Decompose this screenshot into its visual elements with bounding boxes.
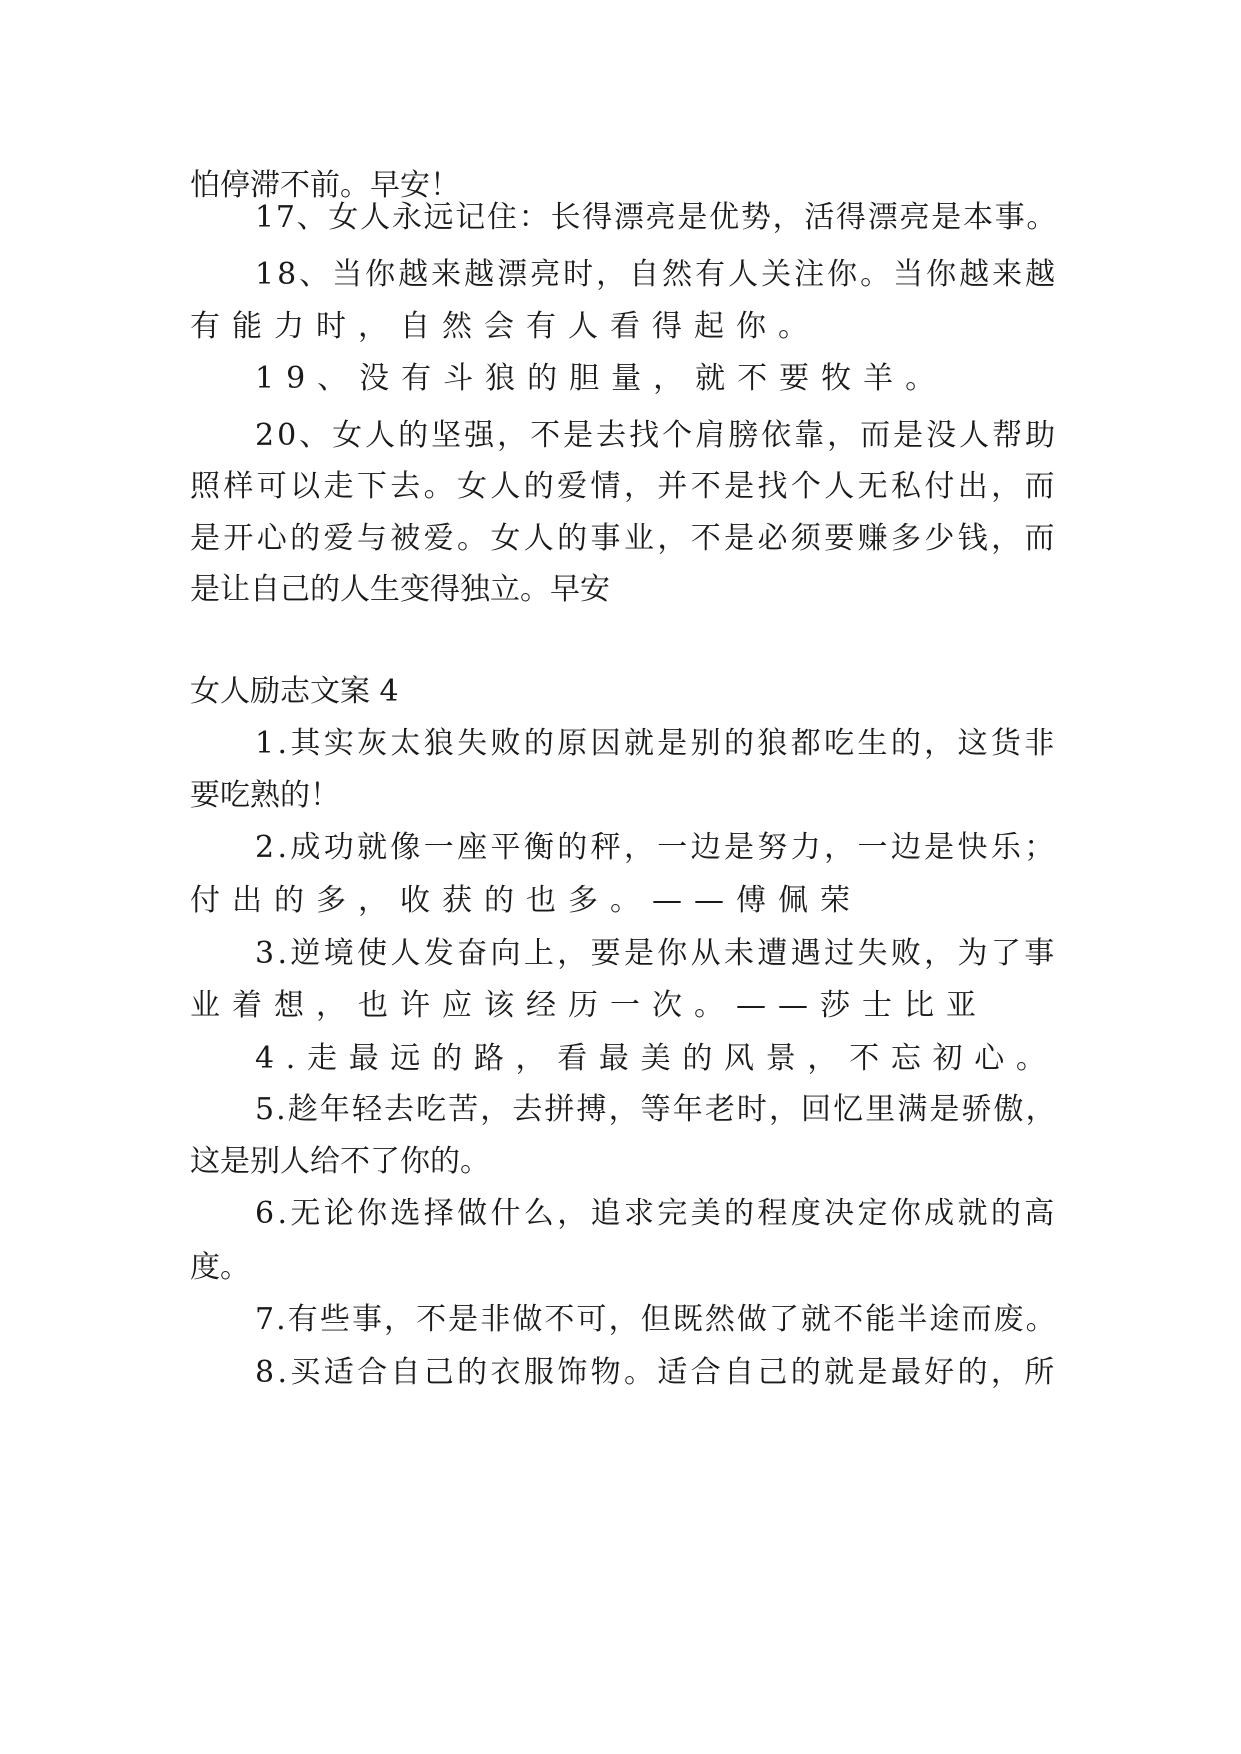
text-line: 17、女人永远记住：长得漂亮是优势，活得漂亮是本事。: [255, 200, 1059, 235]
text-line: 6.无论你选择做什么，追求完美的程度决定你成就的高: [255, 1196, 1058, 1231]
text-line: 这是别人给不了你的。: [190, 1144, 490, 1179]
text-line: 付出的多，收获的也多。——傅佩荣: [190, 883, 862, 918]
text-line: 5.趁年轻去吃苦，去拼搏，等年老时，回忆里满是骄傲，: [255, 1092, 1058, 1127]
text-line: 2.成功就像一座平衡的秤，一边是努力，一边是快乐；: [255, 830, 1058, 865]
text-line: 19、没有斗狼的胆量，就不要牧羊。: [255, 361, 948, 396]
text-line: 有能力时，自然会有人看得起你。: [190, 309, 820, 344]
text-line: 4.走最远的路，看最美的风景，不忘初心。: [255, 1041, 1058, 1076]
text-line: 8.买适合自己的衣服饰物。适合自己的就是最好的，所: [255, 1355, 1058, 1390]
text-line: 度。: [190, 1250, 250, 1285]
text-line: 18、当你越来越漂亮时，自然有人关注你。当你越来越: [255, 257, 1059, 292]
text-line: 照样可以走下去。女人的爱情，并不是找个人无私付出，而: [190, 469, 1058, 504]
text-line: 20、女人的坚强，不是去找个肩膀依靠，而是没人帮助: [255, 418, 1059, 453]
text-line: 业着想，也许应该经历一次。——莎士比亚: [190, 988, 988, 1023]
text-line: 是开心的爱与被爱。女人的事业，不是必须要赚多少钱，而: [190, 521, 1058, 556]
text-line: 1.其实灰太狼失败的原因就是别的狼都吃生的，这货非: [255, 726, 1058, 761]
section-heading: 女人励志文案 4: [190, 674, 399, 709]
text-line: 要吃熟的！: [190, 778, 340, 813]
text-line: 3.逆境使人发奋向上，要是你从未遭遇过失败，为了事: [255, 936, 1058, 971]
text-line: 怕停滞不前。早安！: [190, 168, 460, 203]
text-line: 7.有些事，不是非做不可，但既然做了就不能半途而废。: [255, 1302, 1058, 1337]
text-line: 是让自己的人生变得独立。早安: [190, 572, 610, 607]
